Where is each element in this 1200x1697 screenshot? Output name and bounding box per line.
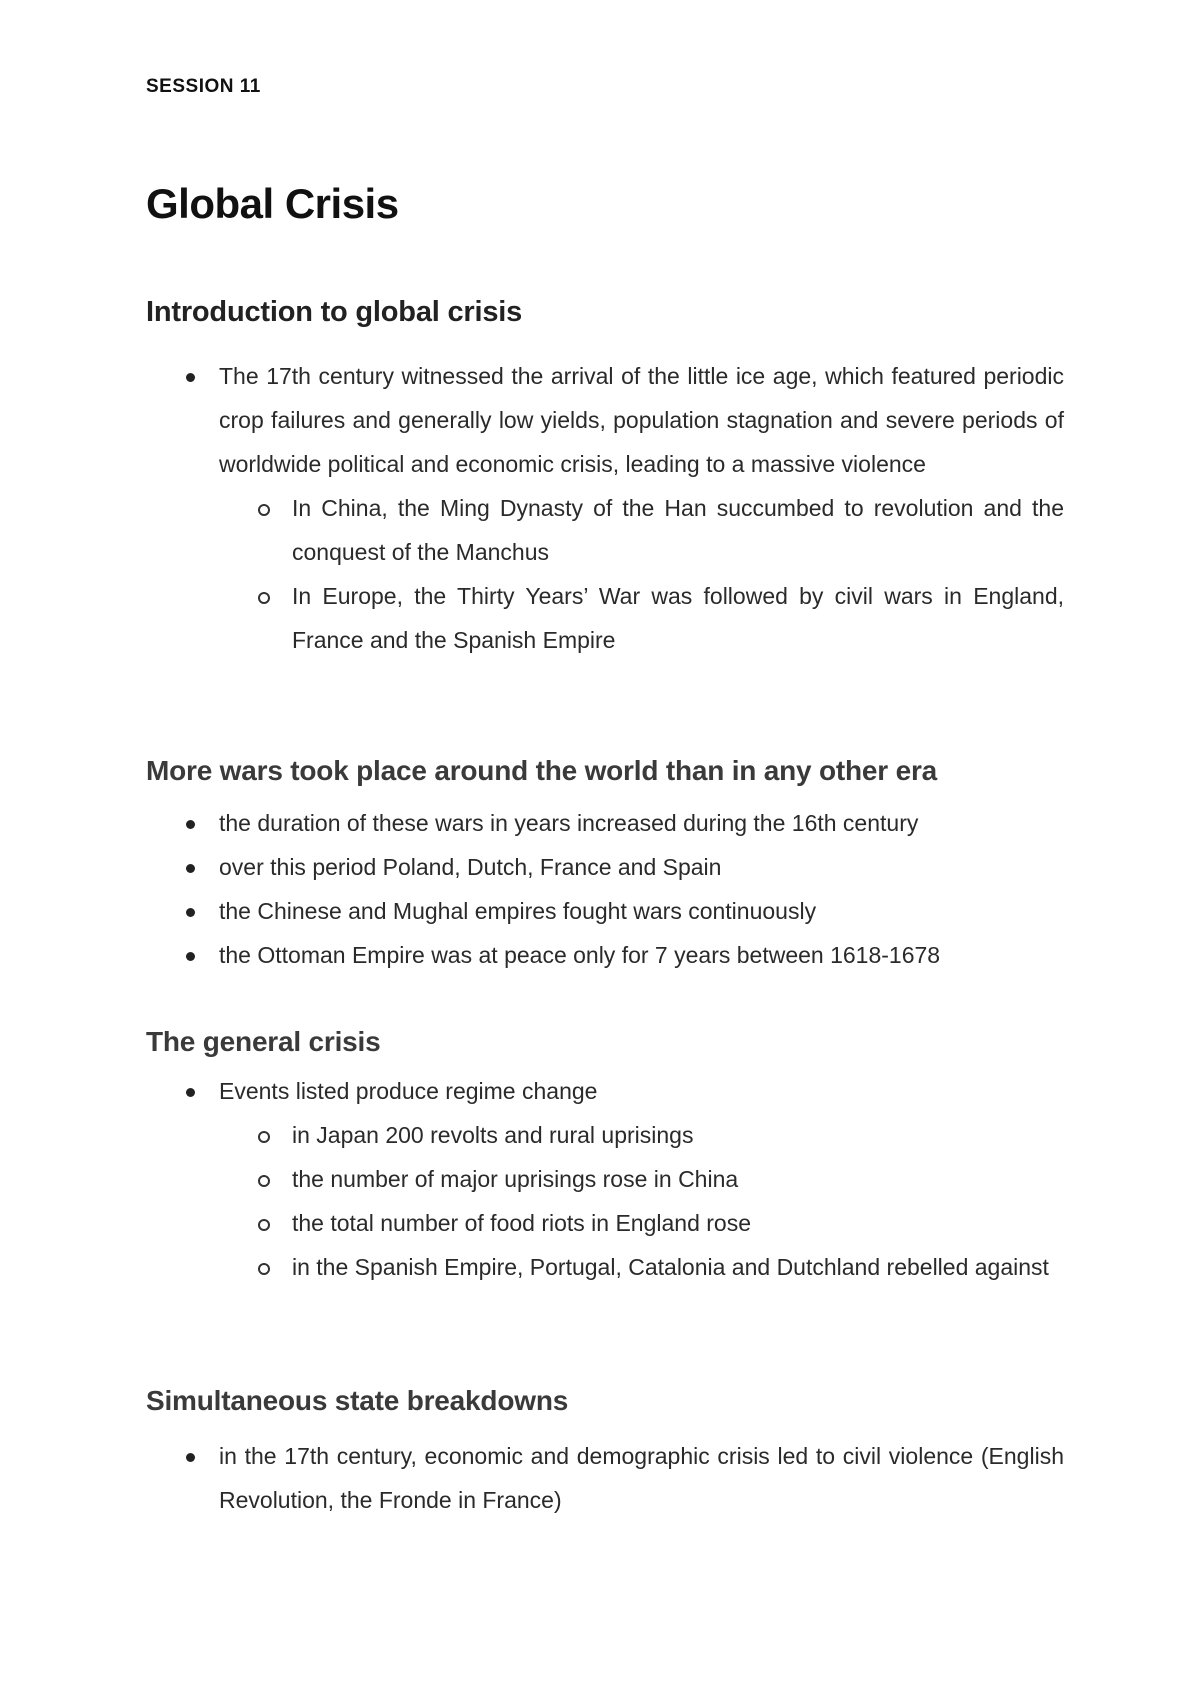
list-item: over this period Poland, Dutch, France and Spain <box>146 845 1064 889</box>
hollow-bullet-icon <box>258 1263 270 1275</box>
bullet-list <box>146 354 1064 662</box>
sub-bullet-list <box>146 1113 1064 1289</box>
sub-list-item: the number of major uprisings rose in China <box>219 1157 1064 1201</box>
bullet-icon <box>186 1453 195 1462</box>
bullet-icon <box>186 1088 195 1097</box>
list-item: in the 17th century, economic and demographic crisis led to civil violence (English Revolution, the Fronde in France) <box>146 1434 1064 1522</box>
list-item: the Chinese and Mughal empires fought wars continuously <box>146 889 1064 933</box>
sub-list-item: in Japan 200 revolts and rural uprisings <box>219 1113 1064 1157</box>
hollow-bullet-icon <box>258 1175 270 1187</box>
section-heading: Simultaneous state breakdowns <box>146 1385 569 1416</box>
sub-list-item: the total number of food riots in England rose <box>219 1201 1064 1245</box>
list-item: the Ottoman Empire was at peace only for 7 years between 1618-1678 <box>146 933 1064 977</box>
bullet-icon <box>186 908 195 917</box>
session-label: SESSION 11 <box>146 76 261 97</box>
sub-list-item: in the Spanish Empire, Portugal, Catalonia and Dutchland rebelled against <box>219 1245 1064 1289</box>
section-introduction <box>146 296 1064 662</box>
sub-bullet-list <box>146 486 1064 662</box>
hollow-bullet-icon <box>258 1219 270 1231</box>
bullet-list <box>146 1434 1064 1522</box>
section-heading: More wars took place around the world than in any other era <box>146 755 938 786</box>
section-heading: Introduction to global crisis <box>146 296 523 328</box>
sub-list-item: In China, the Ming Dynasty of the Han succumbed to revolution and the conquest of the Manchus <box>219 486 1064 574</box>
list-item: Events listed produce regime change in Japan 200 revolts and rural uprisings the number of major uprisings rose in China the total number of food riots in England rose in the Spanish Empire, Portugal, Catalonia and Dutchland rebelled against <box>146 1069 1064 1289</box>
hollow-bullet-icon <box>258 504 270 516</box>
section-general-crisis <box>146 1026 1064 1289</box>
bullet-icon <box>186 864 195 873</box>
section-more-wars <box>146 755 1064 977</box>
bullet-icon <box>186 952 195 961</box>
hollow-bullet-icon <box>258 1131 270 1143</box>
hollow-bullet-icon <box>258 592 270 604</box>
section-state-breakdowns <box>146 1385 1064 1522</box>
section-heading: The general crisis <box>146 1026 381 1057</box>
page-title: Global Crisis <box>146 180 399 227</box>
list-item: the duration of these wars in years increased during the 16th century <box>146 801 1064 845</box>
bullet-list <box>146 801 1064 977</box>
bullet-icon <box>186 373 195 382</box>
bullet-list <box>146 1069 1064 1289</box>
list-item: The 17th century witnessed the arrival of the little ice age, which featured periodic crop failures and generally low yields, population stagnation and severe periods of worldwide political and economic crisis, leading to a massive violence In China, the Ming Dynasty of the Han succumbed to revolution and the conquest of the Manchus In Europe, the Thirty Years’ War was followed by civil wars in England, France and the Spanish Empire <box>146 354 1064 662</box>
bullet-icon <box>186 820 195 829</box>
sub-list-item: In Europe, the Thirty Years’ War was followed by civil wars in England, France and the Spanish Empire <box>219 574 1064 662</box>
